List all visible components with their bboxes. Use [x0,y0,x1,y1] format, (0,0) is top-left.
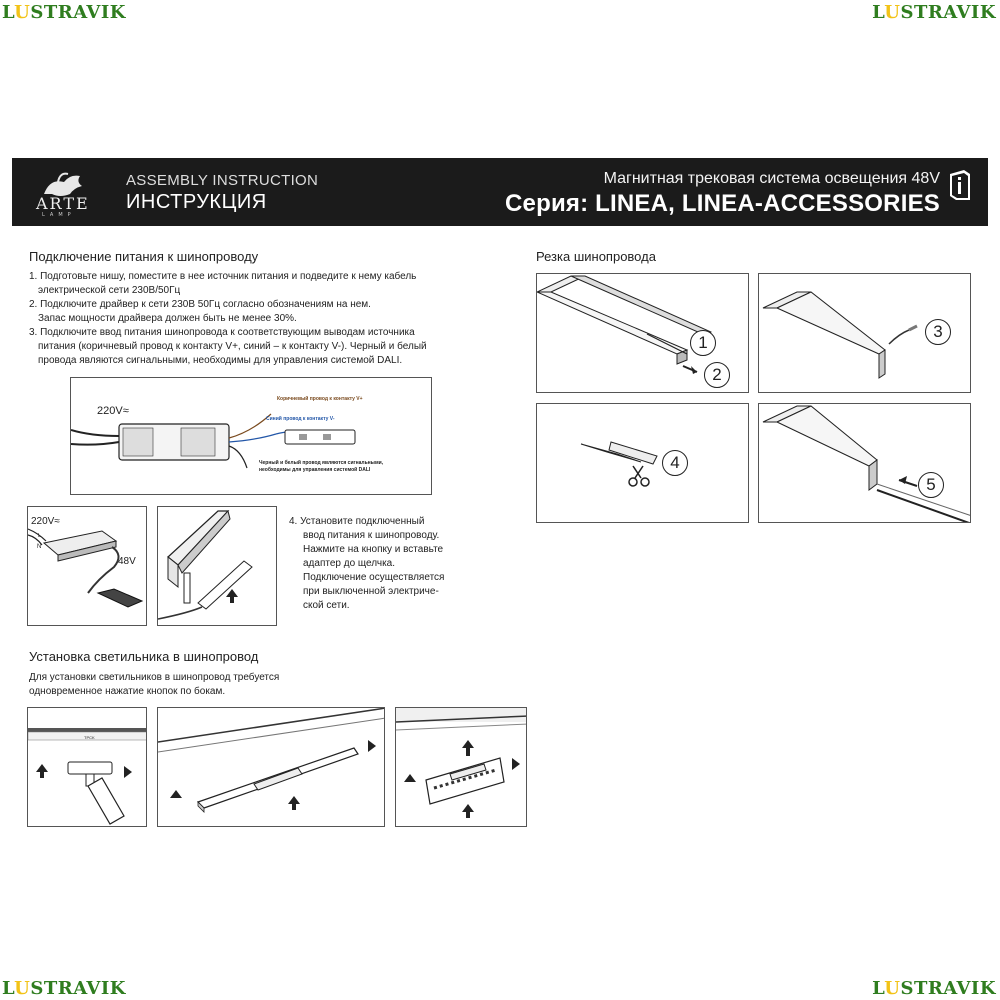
watermark-bottom-left: LUSTRAVIK [2,978,126,999]
track-label: TPCK [84,735,95,740]
watermark-bottom-right: LUSTRAVIK [872,978,996,999]
cutting-step-12-image [536,273,749,393]
cutting-step-4-drawing [537,404,749,523]
wiring-diagram [70,377,432,495]
power-steps [29,270,489,368]
install-step-a-image [27,707,147,827]
step4-line: адаптер до щелчка. [303,558,396,569]
cutting-step-5-marker: 5 [918,472,944,498]
track-adapter-image [157,506,277,626]
install-step-b-image [157,707,385,827]
power-step-line: 1. Подготовьте нишу, поместите в нее источник питания и подведите к нему кабель [29,271,417,282]
cutting-step-3-marker: 3 [925,319,951,345]
wiring-drawing [71,378,432,495]
cutting-section-title: Резка шинопровода [536,249,656,264]
cutting-step-5-drawing [759,404,971,523]
step4-line: Нажмите на кнопку и вставьте [303,544,444,555]
logo-subtext: LAMP [42,212,76,218]
power-step-line: провода являются сигнальными, необходимы для управления системой DALI. [38,355,403,366]
cutting-step-1-marker: 1 [690,330,716,356]
signal-wire-note: Черный и белый провод являются сигнальными, [259,460,384,466]
info-book-icon [948,168,972,202]
assembly-instruction-title: ASSEMBLY INSTRUCTION [126,172,319,189]
driver-connection-image [27,506,147,626]
watermark-top-left: LUSTRAVIK [2,2,126,23]
power-step-line: 3. Подключите ввод питания шинопровода к соответствующим выводам источника [29,327,415,338]
driver-terminal-l: L [38,533,41,539]
step4-line: ской сети. [303,600,350,611]
step4-line: Подключение осуществляется [303,572,445,583]
power-step-line: электрической сети 230В/50Гц [38,285,181,296]
install-line: Для установки светильников в шинопровод требуется [29,672,280,683]
power-step-line: 2. Подключите драйвер к сети 230В 50Гц согласно обозначениям на нем. [29,299,371,310]
cutting-step-5-image [758,403,971,523]
cutting-step-4-marker: 4 [662,450,688,476]
step4-instructions [289,515,457,613]
power-step-line: питания (коричневый провод к контакту V+, синий – к контакту V-). Черный и белый [38,341,427,352]
cutting-step-3-image [758,273,971,393]
input-voltage-label: 220V≈ [97,405,129,417]
install-step-a-drawing [28,708,147,827]
blue-wire-label: Синий провод к контакту V- [266,416,335,422]
install-step-c-image [395,707,527,827]
driver-terminal-n: N [37,544,42,550]
watermark-top-right: LUSTRAVIK [872,2,996,23]
driver-output-voltage: 48V [118,556,136,567]
cutting-step-2-marker: 2 [704,362,730,388]
step4-line: 4. Установите подключенный [289,516,425,527]
brown-wire-label: Коричневый провод к контакту V+ [277,396,363,402]
cutting-step-4-image [536,403,749,523]
install-section-title: Установка светильника в шинопровод [29,649,259,664]
power-section-title: Подключение питания к шинопроводу [29,249,259,264]
series-title: Серия: LINEA, LINEA-ACCESSORIES [505,190,940,217]
step4-line: при выключенной электриче- [303,586,439,597]
install-step-b-drawing [158,708,385,827]
logo-text: ARTE [36,194,90,213]
track-adapter-drawing [158,507,277,626]
power-step-line: Запас мощности драйвера должен быть не менее 30%. [38,313,297,324]
install-step-c-drawing [396,708,527,827]
signal-wire-note: необходимы для управления системой DALI [259,467,371,473]
header-band [12,158,988,226]
driver-input-voltage: 220V≈ [31,516,60,527]
step4-line: ввод питания к шинопроводу. [303,530,440,541]
install-line: одновременное нажатие кнопок по бокам. [29,686,226,697]
install-description [29,671,349,699]
system-title: Магнитная трековая система освещения 48V [603,170,940,187]
instruction-title: ИНСТРУКЦИЯ [126,191,267,213]
